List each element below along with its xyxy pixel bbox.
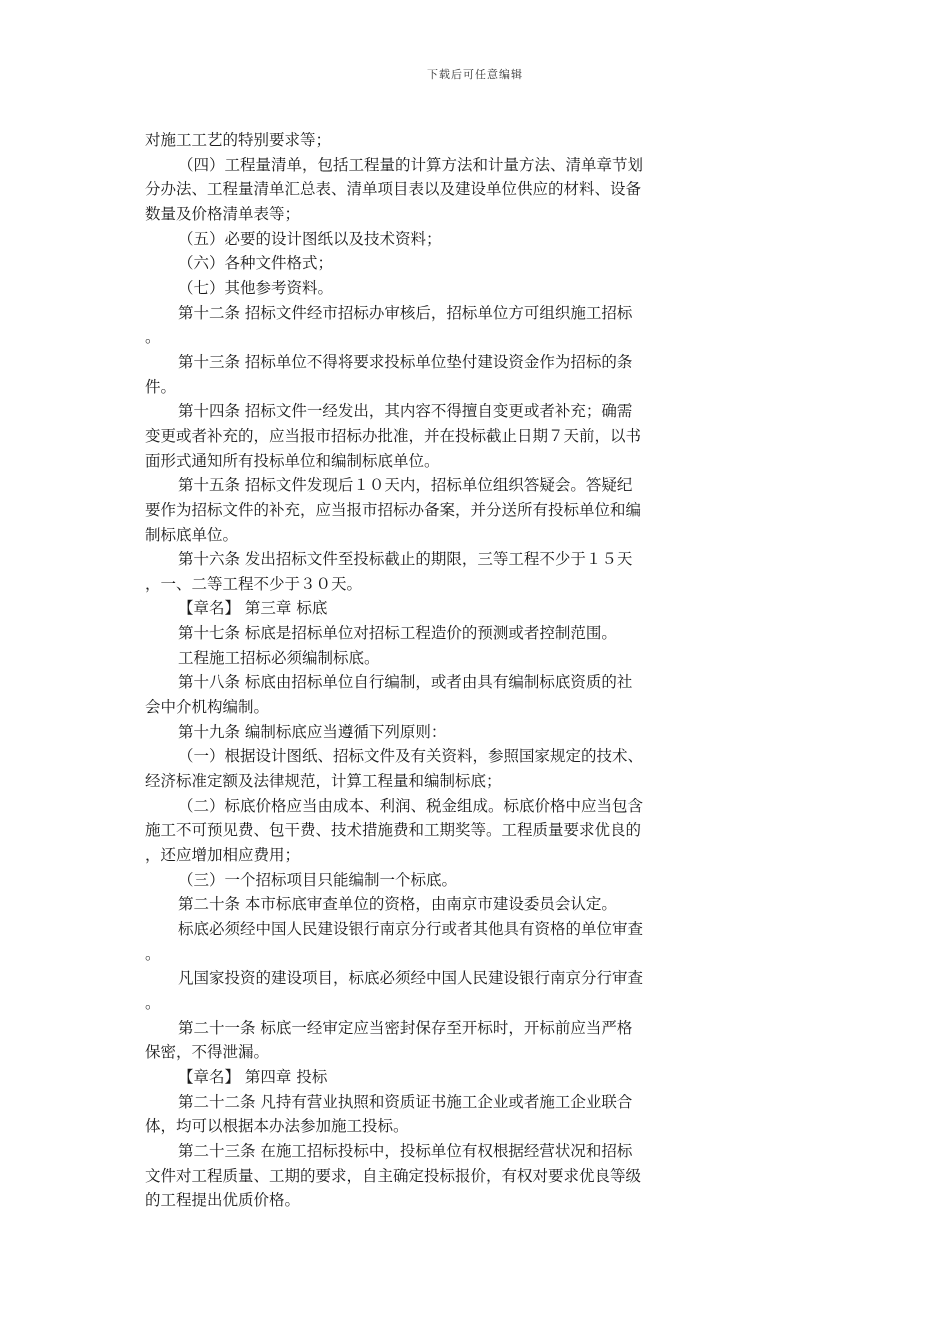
text-line: 第十七条 标底是招标单位对招标工程造价的预测或者控制范围。	[178, 624, 617, 643]
text-line: 面形式通知所有投标单位和编制标底单位。	[145, 451, 440, 470]
text-line: 文件对工程质量、工期的要求，自主确定投标报价，有权对要求优良等级	[145, 1166, 642, 1185]
document-body	[145, 128, 685, 1213]
text-line: （三）一个招标项目只能编制一个标底。	[178, 870, 458, 889]
text-line: 第十四条 招标文件一经发出，其内容不得擅自变更或者补充；确需	[178, 402, 633, 421]
text-line: 【章名】 第四章 投标	[178, 1067, 328, 1086]
text-line: 体，均可以根据本办法参加施工投标。	[145, 1117, 409, 1136]
text-line: ，还应增加相应费用；	[145, 846, 301, 865]
text-line: 【章名】 第三章 标底	[178, 599, 328, 618]
text-line: （五）必要的设计图纸以及技术资料；	[178, 229, 442, 248]
text-line: 经济标准定额及法律规范，计算工程量和编制标底；	[145, 772, 502, 791]
text-line: 施工不可预见费、包干费、技术措施费和工期奖等。工程质量要求优良的	[145, 821, 642, 840]
text-line: 要作为招标文件的补充，应当报市招标办备案，并分送所有投标单位和编	[145, 500, 642, 519]
text-line: 保密，不得泄漏。	[145, 1043, 270, 1062]
text-line: 。	[145, 944, 161, 963]
text-line: 第十三条 招标单位不得将要求投标单位垫付建设资金作为招标的条	[178, 352, 633, 371]
text-line: 第二十一条 标底一经审定应当密封保存至开标时，开标前应当严格	[178, 1018, 633, 1037]
text-line: 。	[145, 993, 161, 1012]
text-line: 件。	[145, 377, 177, 396]
text-line: 凡国家投资的建设项目，标底必须经中国人民建设银行南京分行审查	[178, 969, 644, 988]
text-line: 第二十三条 在施工招标投标中，投标单位有权根据经营状况和招标	[178, 1141, 633, 1160]
text-line: 第十八条 标底由招标单位自行编制，或者由具有编制标底资质的社	[178, 673, 633, 692]
text-line: （四）工程量清单，包括工程量的计算方法和计量方法、清单章节划	[178, 155, 644, 174]
text-line: （一）根据设计图纸、招标文件及有关资料，参照国家规定的技术、	[178, 747, 644, 766]
text-line: ，一、二等工程不少于３０天。	[145, 574, 363, 593]
text-line: 第十五条 招标文件发现后１０天内，招标单位组织答疑会。答疑纪	[178, 476, 633, 495]
text-line: 第十二条 招标文件经市招标办审核后，招标单位方可组织施工招标	[178, 303, 633, 322]
text-line: （二）标底价格应当由成本、利润、税金组成。标底价格中应当包含	[178, 796, 644, 815]
text-line: （六）各种文件格式；	[178, 254, 334, 273]
text-line: 第二十二条 凡持有营业执照和资质证书施工企业或者施工企业联合	[178, 1092, 633, 1111]
text-line: 的工程提出优质价格。	[145, 1191, 301, 1210]
text-line: 第二十条 本市标底审查单位的资格，由南京市建设委员会认定。	[178, 895, 617, 914]
text-line: 数量及价格清单表等；	[145, 204, 301, 223]
text-line: 分办法、工程量清单汇总表、清单项目表以及建设单位供应的材料、设备	[145, 180, 642, 199]
text-line: 变更或者补充的，应当报市招标办批准，并在投标截止日期７天前，以书	[145, 426, 642, 445]
text-line: 标底必须经中国人民建设银行南京分行或者其他具有资格的单位审查	[178, 920, 644, 938]
text-line: 会中介机构编制。	[145, 698, 270, 717]
text-line: 制标底单位。	[145, 525, 239, 544]
text-line: 第十九条 编制标底应当遵循下列原则：	[178, 722, 447, 741]
text-line: 工程施工招标必须编制标底。	[178, 648, 380, 667]
text-line: 对施工工艺的特别要求等；	[145, 131, 332, 149]
text-line: 第十六条 发出招标文件至投标截止的期限，三等工程不少于１５天	[178, 550, 633, 569]
text-line: 。	[145, 328, 161, 347]
text-line: （七）其他参考资料。	[178, 278, 334, 297]
page-header: 下载后可任意编辑	[427, 68, 523, 81]
